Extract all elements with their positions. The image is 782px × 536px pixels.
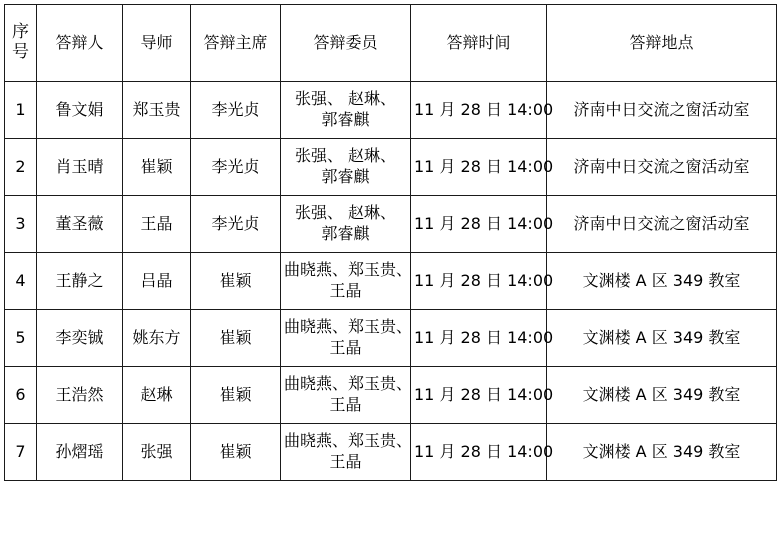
table-body — [5, 82, 777, 481]
cell-committee — [281, 82, 411, 139]
cell-time: 11 月 28 日 14:00 — [411, 253, 547, 310]
cell-chair: 崔颖 — [191, 367, 281, 424]
cell-sequence: 4 — [5, 253, 37, 310]
cell-time: 11 月 28 日 14:00 — [411, 310, 547, 367]
cell-committee-line1: 曲晓燕、郑玉贵、 — [284, 260, 413, 280]
column-header-place: 答辩地点 — [547, 5, 777, 82]
column-header-sequence-line2: 号 — [12, 42, 29, 62]
cell-chair: 李光贞 — [191, 196, 281, 253]
cell-defender: 鲁文娟 — [37, 82, 123, 139]
cell-committee-line1: 曲晓燕、郑玉贵、 — [284, 431, 413, 451]
cell-committee — [281, 310, 411, 367]
cell-committee-line2: 王晶 — [329, 452, 362, 471]
cell-committee-line1: 曲晓燕、郑玉贵、 — [284, 317, 413, 337]
column-header-sequence-line1: 序 — [12, 22, 29, 43]
cell-advisor: 张强 — [123, 424, 191, 481]
cell-chair: 崔颖 — [191, 253, 281, 310]
cell-advisor: 姚东方 — [123, 310, 191, 367]
cell-place: 文渊楼 A 区 349 教室 — [547, 424, 777, 481]
cell-time: 11 月 28 日 14:00 — [411, 139, 547, 196]
cell-committee-line2: 王晶 — [329, 395, 362, 414]
cell-sequence: 3 — [5, 196, 37, 253]
cell-defender: 董圣薇 — [37, 196, 123, 253]
table-row — [5, 424, 777, 481]
cell-defender: 李奕铖 — [37, 310, 123, 367]
cell-committee — [281, 196, 411, 253]
cell-time: 11 月 28 日 14:00 — [411, 196, 547, 253]
cell-defender: 孙熠瑶 — [37, 424, 123, 481]
cell-committee-line2: 郭睿麒 — [321, 110, 370, 129]
cell-time: 11 月 28 日 14:00 — [411, 424, 547, 481]
cell-sequence: 5 — [5, 310, 37, 367]
cell-chair: 崔颖 — [191, 310, 281, 367]
table-header-row — [5, 5, 777, 82]
document-page — [0, 4, 782, 536]
cell-advisor: 郑玉贵 — [123, 82, 191, 139]
cell-place: 济南中日交流之窗活动室 — [547, 82, 777, 139]
cell-defender: 肖玉晴 — [37, 139, 123, 196]
cell-advisor: 吕晶 — [123, 253, 191, 310]
cell-place: 济南中日交流之窗活动室 — [547, 139, 777, 196]
cell-committee-line2: 王晶 — [329, 281, 362, 300]
table-row — [5, 82, 777, 139]
cell-place: 文渊楼 A 区 349 教室 — [547, 310, 777, 367]
cell-committee — [281, 367, 411, 424]
cell-advisor: 王晶 — [123, 196, 191, 253]
cell-place: 文渊楼 A 区 349 教室 — [547, 253, 777, 310]
table-row — [5, 367, 777, 424]
table-row — [5, 253, 777, 310]
cell-committee-line1: 张强、 赵琳、 — [294, 203, 397, 223]
cell-committee-line2: 郭睿麒 — [321, 224, 370, 243]
column-header-defender: 答辩人 — [37, 5, 123, 82]
cell-sequence: 1 — [5, 82, 37, 139]
cell-committee-line1: 张强、 赵琳、 — [294, 89, 397, 109]
cell-committee-line1: 张强、 赵琳、 — [294, 146, 397, 166]
cell-chair: 李光贞 — [191, 139, 281, 196]
column-header-sequence — [5, 5, 37, 82]
cell-defender: 王静之 — [37, 253, 123, 310]
cell-committee-line2: 郭睿麒 — [321, 167, 370, 186]
cell-place: 济南中日交流之窗活动室 — [547, 196, 777, 253]
cell-committee — [281, 424, 411, 481]
table-row — [5, 310, 777, 367]
table-row — [5, 196, 777, 253]
cell-committee-line1: 曲晓燕、郑玉贵、 — [284, 374, 413, 394]
cell-sequence: 6 — [5, 367, 37, 424]
column-header-chair: 答辩主席 — [191, 5, 281, 82]
cell-committee — [281, 139, 411, 196]
cell-defender: 王浩然 — [37, 367, 123, 424]
cell-committee-line2: 王晶 — [329, 338, 362, 357]
cell-chair: 崔颖 — [191, 424, 281, 481]
cell-sequence: 7 — [5, 424, 37, 481]
cell-advisor: 崔颖 — [123, 139, 191, 196]
cell-time: 11 月 28 日 14:00 — [411, 82, 547, 139]
thesis-defense-schedule-table — [4, 4, 777, 481]
column-header-time: 答辩时间 — [411, 5, 547, 82]
cell-chair: 李光贞 — [191, 82, 281, 139]
column-header-advisor: 导师 — [123, 5, 191, 82]
table-row — [5, 139, 777, 196]
cell-committee — [281, 253, 411, 310]
cell-advisor: 赵琳 — [123, 367, 191, 424]
cell-time: 11 月 28 日 14:00 — [411, 367, 547, 424]
cell-place: 文渊楼 A 区 349 教室 — [547, 367, 777, 424]
column-header-committee: 答辩委员 — [281, 5, 411, 82]
cell-sequence: 2 — [5, 139, 37, 196]
